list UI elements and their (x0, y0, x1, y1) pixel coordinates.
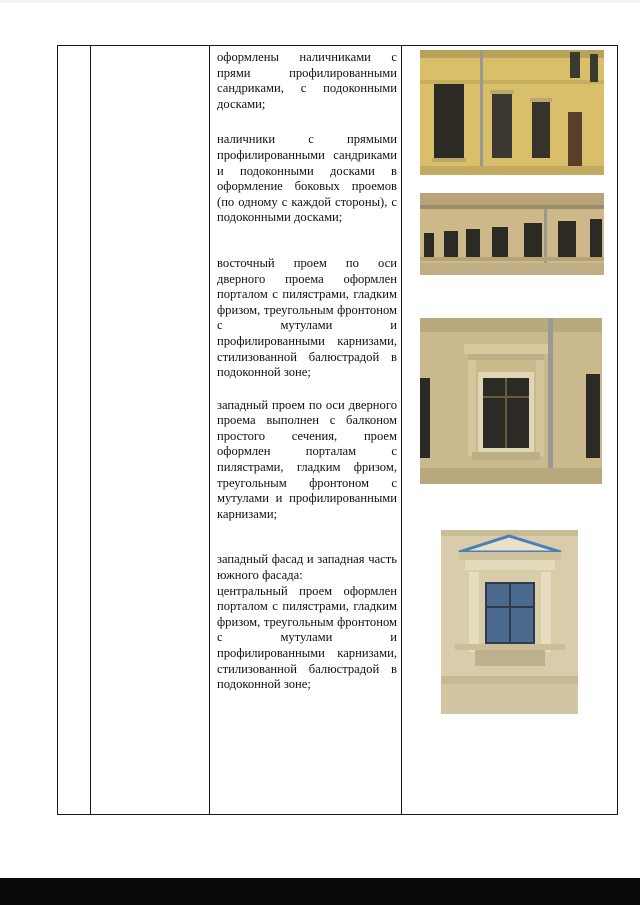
building-facade-image (420, 50, 604, 175)
photo-facade-windows-sandriks (420, 50, 604, 175)
description-cell (217, 50, 397, 693)
photo-east-portal (420, 318, 602, 484)
table-border-bottom (57, 814, 618, 815)
description-paragraph-2: наличники с прямыми профилированными сандриками и подоконными досками в оформление боковых проемов (по одному с каждой стороны), с подоконными досками; (217, 132, 397, 225)
photo-west-portal-balcony (441, 530, 578, 714)
window-balcony-image (441, 530, 578, 714)
photo-facade-side-openings (420, 193, 604, 275)
scan-top-edge (0, 0, 640, 3)
description-paragraph-6: центральный проем оформлен порталом с пилястрами, гладким фризом, треугольным фронтоном с мутулами и профилированными карнизами, стилизованной балюстрадой в подоконной зоне; (217, 583, 397, 692)
table-column-divider-2 (209, 45, 210, 815)
table-column-divider-1 (90, 45, 91, 815)
table-border-top (57, 45, 618, 46)
description-paragraph-3: восточный проем по оси дверного проема оформлен порталом с пилястрами, гладким фризом, треугольным фронтоном с мутулами и профилированными карнизами, стилизованной балюстрадой в подоконной зоне; (217, 255, 397, 380)
table-border-left (57, 45, 58, 815)
table-column-divider-3 (401, 45, 402, 815)
description-paragraph-5: западный фасад и западная часть южного фасада: (217, 552, 397, 583)
table-border-right (617, 45, 618, 815)
window-portal-image (420, 318, 602, 484)
building-facade-image (420, 193, 604, 275)
scan-bottom-edge (0, 878, 640, 905)
description-paragraph-4: западный проем по оси дверного проема выполнен с балконом простого сечения, проем оформлен порталам с пилястрами, гладким фризом, треугольным фронтоном с мутулами и профилированными карнизами; (217, 397, 397, 521)
description-paragraph-1: оформлены наличниками с прями профилированными сандриками, с подоконными досками; (217, 50, 397, 111)
